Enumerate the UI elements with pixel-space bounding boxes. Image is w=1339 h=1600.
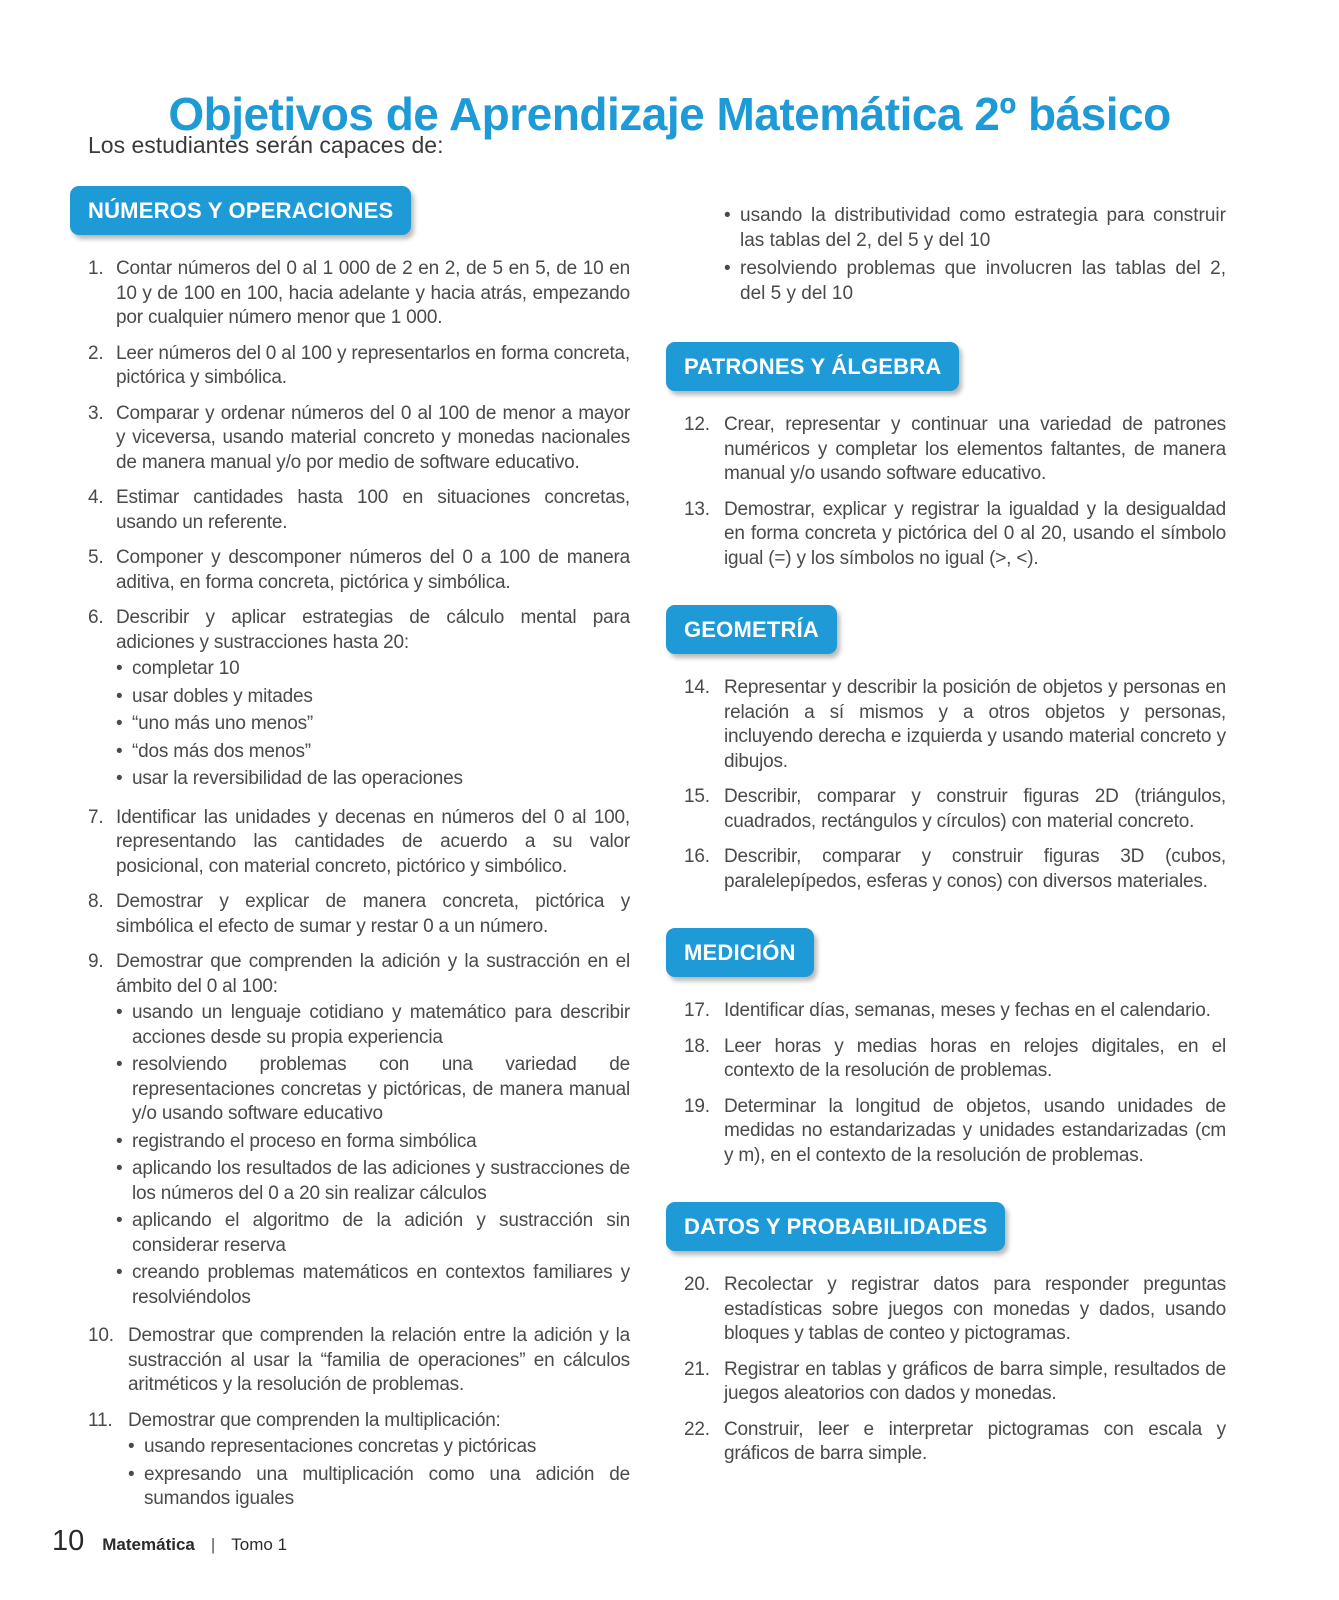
sub-item: • “dos más dos menos” [116,740,630,765]
objective-text: Representar y describir la posición de objetos y personas en relación a sí mismos y a otros objetos y personas, incluyendo derecha e izquierda y usando material concreto y dibujos. [724,677,1226,772]
objective-number: 14. [684,677,710,698]
objective-text: Describir, comparar y construir figuras 3D (cubos, paralelepípedos, esferas y conos) con diversos materiales. [724,846,1226,892]
objective-text: Contar números del 0 al 1 000 de 2 en 2, de 5 en 5, de 10 en 10 y de 100 en 100, hacia adelante y hacia atrás, empezando por cualquier número menor que 1 000. [116,258,630,328]
objective-item [666,785,1226,834]
objectives-list [666,413,1226,571]
objective-number: 19. [684,1095,710,1117]
objectives-list [70,257,630,1515]
objective-body [724,498,1226,572]
objective-number: 8. [88,891,104,912]
sub-item: • aplicando los resultados de las adiciones y sustracciones de los números del 0 a 20 sin realizar cálculos [116,1157,630,1206]
objective-number: 16. [684,846,710,867]
objective-text: Determinar la longitud de objetos, usando unidades de medidas no estandarizadas y unidades estandarizadas (cm y m), en el contexto de la resolución de problemas. [724,1095,1226,1166]
objective-number: 12. [684,414,710,435]
objective-number: 4. [88,487,104,508]
objective-item [70,402,630,476]
objective-item [666,845,1226,894]
section-heading: DATOS Y PROBABILIDADES [666,1202,1005,1251]
objective-body [724,1095,1226,1169]
objective-body [116,257,630,331]
section-block [666,928,1226,1168]
objective-body [724,1358,1226,1407]
book-title: Matemática [102,1535,195,1554]
objective-sublist [116,657,630,792]
section-heading: MEDICIÓN [666,928,814,977]
left-column [70,186,630,1549]
objective-body [116,806,630,880]
objective-item [70,1324,630,1398]
objective-number: 6. [88,607,104,628]
objective-item [70,806,630,880]
section-heading: PATRONES Y ÁLGEBRA [666,342,959,391]
footer-separator: | [210,1535,216,1554]
objective-body [724,1273,1226,1347]
continued-sublist [724,204,1226,306]
objective-number: 22. [684,1418,710,1440]
objective-body [116,402,630,476]
objective-body [116,486,630,535]
objective-text: Demostrar que comprenden la multiplicación: [128,1409,501,1431]
objective-text: Leer horas y medias horas en relojes digitales, en el contexto de la resolución de problemas. [724,1035,1226,1081]
objective-item [666,999,1226,1024]
volume-label: Tomo 1 [231,1535,288,1554]
sub-item: • aplicando el algoritmo de la adición y sustracción sin considerar reserva [116,1209,630,1258]
objective-number: 5. [88,547,104,568]
objective-item [70,486,630,535]
section-numeros-operaciones [70,186,630,1515]
objective-item [70,890,630,939]
objective-body [724,999,1226,1024]
objective-body [116,890,630,939]
objective-number: 20. [684,1274,710,1295]
page-subtitle: Los estudiantes serán capaces de: [88,132,444,158]
sub-item: • completar 10 [116,657,630,682]
objective-text: Describir y aplicar estrategias de cálculo mental para adiciones y sustracciones hasta 20: [116,607,630,653]
objective-number: 7. [88,806,104,828]
objective-text: Identificar días, semanas, meses y fechas en el calendario. [724,1000,1211,1021]
sub-item: • usando un lenguaje cotidiano y matemático para describir acciones desde su propia experiencia [116,1001,630,1050]
objective-body [116,606,630,795]
objective-text: Identificar las unidades y decenas en números del 0 al 100, representando las cantidades de acuerdo a su valor posicional, con material concreto, pictórico y simbólico. [116,806,630,877]
objective-sublist [128,1435,630,1512]
objective-item [666,1035,1226,1084]
objective-number: 2. [88,342,104,364]
objective-item [666,676,1226,774]
objective-text: Leer números del 0 al 100 y representarlos en forma concreta, pictórica y simbólica. [116,342,630,388]
objective-item [70,546,630,595]
objective-number: 17. [684,1000,710,1021]
objectives-list [666,999,1226,1168]
section-block [666,342,1226,571]
objective-body [128,1409,630,1515]
objective-text: Construir, leer e interpretar pictogramas con escala y gráficos de barra simple. [724,1418,1226,1464]
objective-text: Demostrar que comprenden la adición y la sustracción en el ámbito del 0 al 100: [116,951,630,997]
objective-text: Recolectar y registrar datos para responder preguntas estadísticas sobre juegos con monedas y dados, usando bloques y tablas de conteo y pictogramas. [724,1274,1226,1344]
objective-body [724,676,1226,774]
objective-body [116,950,630,1313]
objective-number: 10. [88,1325,114,1346]
objective-body [724,1418,1226,1467]
sub-item: • resolviendo problemas que involucren las tablas del 2, del 5 y del 10 [724,257,1226,306]
objective-body [724,845,1226,894]
page-title: Objetivos de Aprendizaje Matemática 2º básico [168,87,1171,140]
objective-number: 18. [684,1035,710,1057]
page-footer [52,1525,287,1558]
objective-number: 1. [88,258,104,279]
objective-body [128,1324,630,1398]
page-number: 10 [52,1525,85,1557]
objective-item [70,606,630,795]
objective-text: Demostrar y explicar de manera concreta, pictórica y simbólica el efecto de sumar y restar 0 a un número. [116,891,630,937]
objective-text: Comparar y ordenar números del 0 al 100 de menor a mayor y viceversa, usando material concreto y monedas nacionales de manera manual y/o por medio de software educativo. [116,402,630,473]
sub-item: • usar la reversibilidad de las operaciones [116,767,630,792]
objective-body [116,342,630,391]
sub-item: • usar dobles y mitades [116,685,630,710]
right-column [666,204,1226,1501]
objective-body [724,1035,1226,1084]
objective-number: 9. [88,951,104,972]
objective-number: 11. [88,1409,113,1431]
objective-text: Demostrar que comprenden la relación entre la adición y la sustracción al usar la “familia de operaciones” en cálculos aritméticos y la resolución de problemas. [128,1325,630,1395]
sub-item: • resolviendo problemas con una variedad de representaciones concretas y pictóricas, de manera manual y/o usando software educativo [116,1053,630,1127]
objective-item [666,1095,1226,1169]
sub-item: • registrando el proceso en forma simbólica [116,1130,630,1155]
sub-item: • creando problemas matemáticos en contextos familiares y resolviéndolos [116,1261,630,1310]
sub-item: • “uno más uno menos” [116,712,630,737]
objective-text: Describir, comparar y construir figuras 2D (triángulos, cuadrados, rectángulos y círculos) con material concreto. [724,786,1226,832]
objective-number: 15. [684,786,710,807]
objective-body [724,413,1226,487]
objective-item [666,498,1226,572]
section-block [666,1202,1226,1467]
section-block [666,605,1226,894]
sub-item: • usando la distributividad como estrategia para construir las tablas del 2, del 5 y del 10 [724,204,1226,253]
objective-body [724,785,1226,834]
objective-text: Crear, representar y continuar una variedad de patrones numéricos y completar los elementos faltantes, de manera manual y/o usando software educativo. [724,414,1226,484]
objective-item [666,1418,1226,1467]
objective-sublist [116,1001,630,1310]
objective-item [70,342,630,391]
objective-text: Demostrar, explicar y registrar la igualdad y la desigualdad en forma concreta y pictórica del 0 al 20, usando el símbolo igual (=) y los símbolos no igual (>, <). [724,498,1226,569]
objective-number: 21. [684,1358,710,1380]
objective-body [116,546,630,595]
objective-text: Estimar cantidades hasta 100 en situaciones concretas, usando un referente. [116,487,630,533]
objective-item [70,257,630,331]
objectives-list [666,676,1226,894]
objective-item [666,1273,1226,1347]
objective-item [666,1358,1226,1407]
objective-number: 13. [684,498,710,520]
objective-text: Registrar en tablas y gráficos de barra simple, resultados de juegos aleatorios con dados y monedas. [724,1358,1226,1404]
objective-item [666,413,1226,487]
objective-item [70,950,630,1313]
sub-item: • usando representaciones concretas y pictóricas [128,1435,630,1460]
objective-item [70,1409,630,1515]
objectives-list [666,1273,1226,1467]
section-heading: NÚMEROS Y OPERACIONES [70,186,411,235]
section-heading: GEOMETRÍA [666,605,837,654]
sub-item: • expresando una multiplicación como una adición de sumandos iguales [128,1463,630,1512]
right-sections [666,342,1226,1467]
objective-text: Componer y descomponer números del 0 a 100 de manera aditiva, en forma concreta, pictórica y simbólica. [116,547,630,593]
objective-number: 3. [88,402,104,424]
